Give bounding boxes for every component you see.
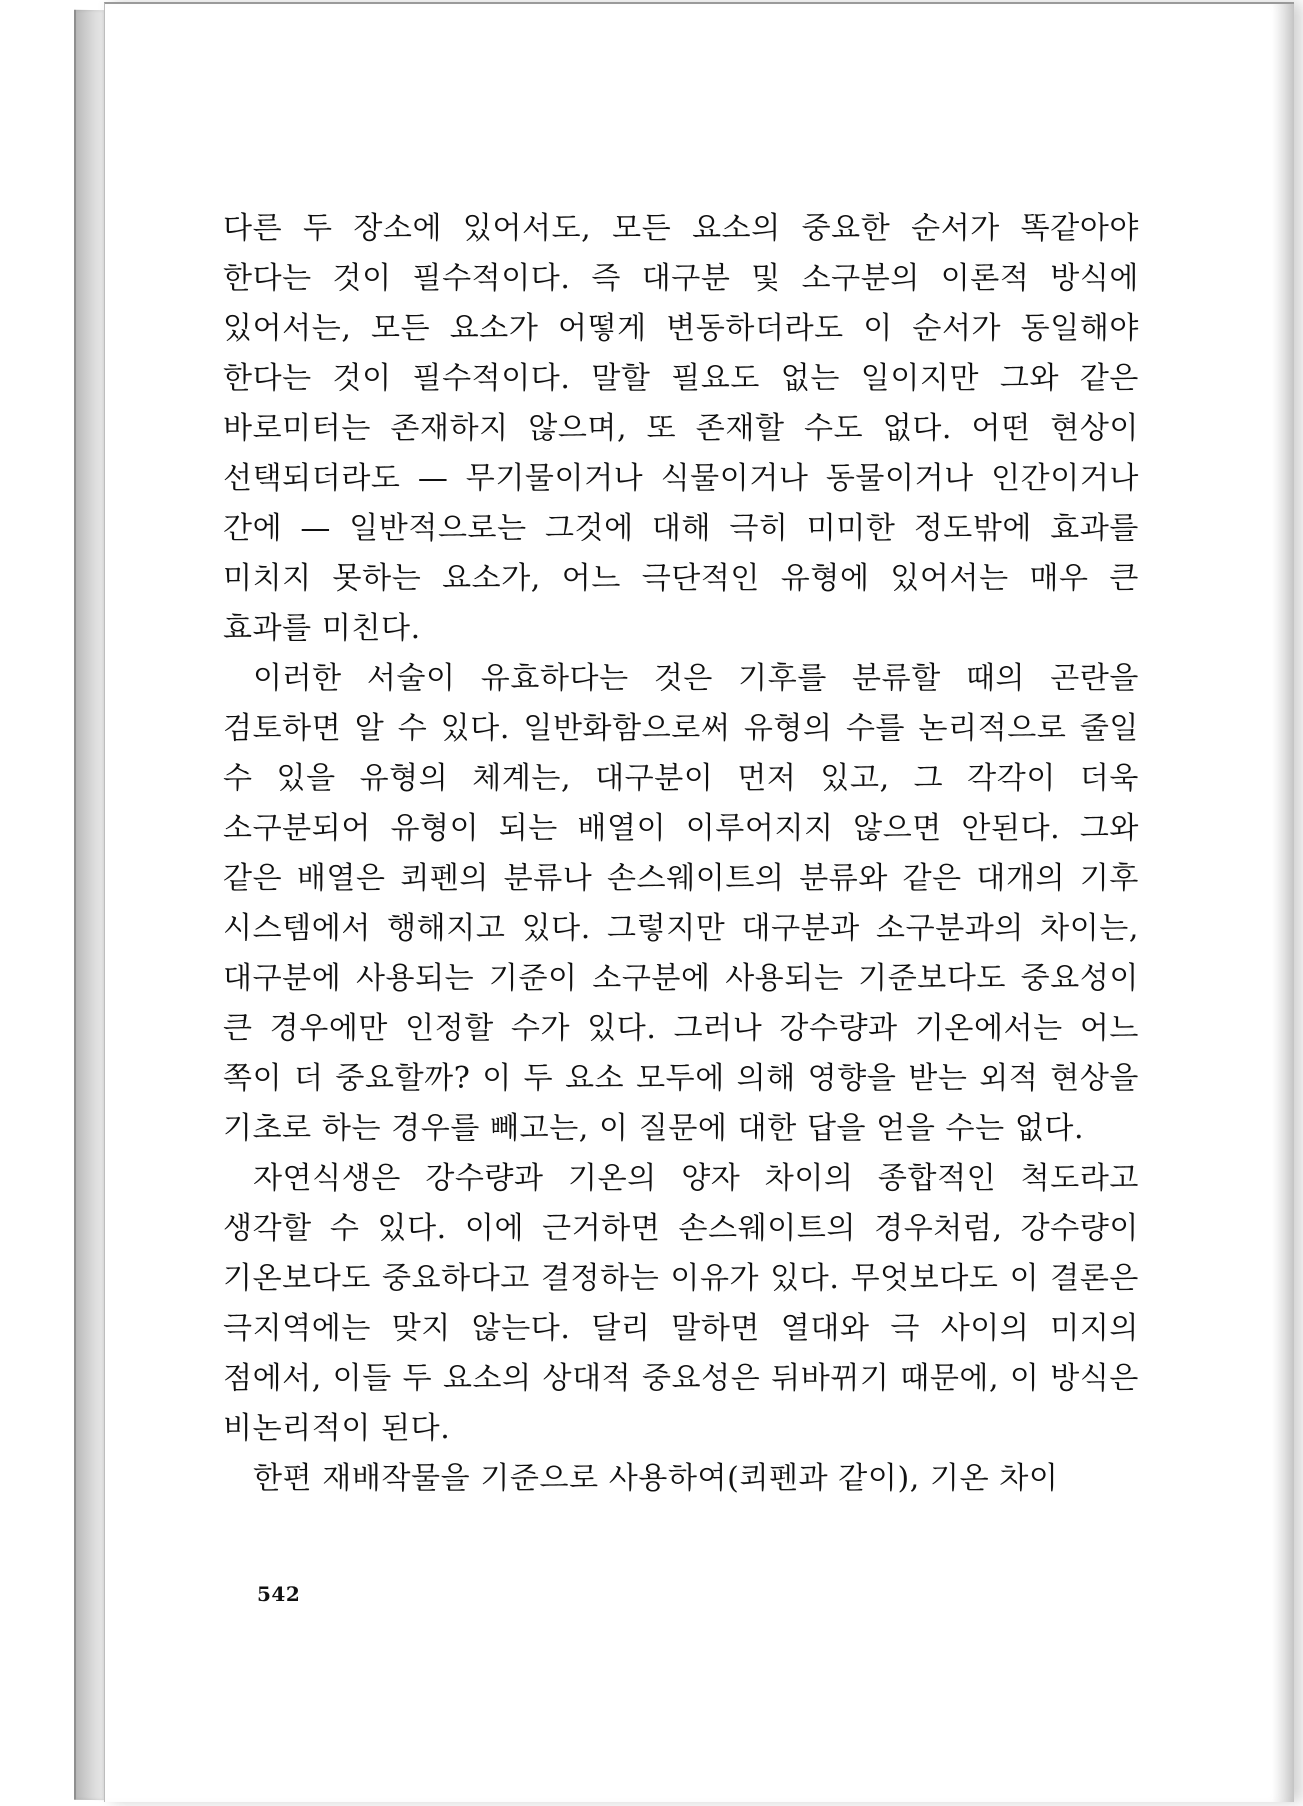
book-page — [104, 2, 1294, 1802]
paragraph-4: 한편 재배작물을 기준으로 사용하여(쾨펜과 같이), 기온 차이 — [253, 1461, 1059, 1496]
page-edge-shadow — [1272, 4, 1294, 1802]
paragraph-2: 이러한 서술이 유효하다는 것은 기후를 분류할 때의 곤란을 검토하면 알 수 있다. 일반화함으로써 유형의 수를 논리적으로 줄일 수 있을 유형의 체계는, 대구분이 먼저 있고, 그 각각이 더욱 소구분되어 유형이 되는 배열이 이루어지지 않으면 안된다. 그와 같은 배열은 쾨펜의 분류나 손스웨이트의 분류와 같은 대개의 기후 시스템에서 행해지고 있다. 그렇지만 대구분과 소구분과의 차이는, 대구분에 사용되는 기준이 소구분에 사용되는 기준보다도 중요성이 큰 경우에만 인정할 수가 있다. 그러나 강수량과 기온에서는 어느 쪽이 더 중요할까? 이 두 요소 모두에 의해 영향을 받는 외적 현상을 기초로 하는 경우를 빼고는, 이 질문에 대한 답을 얻을 수는 없다. — [223, 661, 1139, 1146]
body-text — [223, 204, 1139, 1504]
paragraph-3: 자연식생은 강수량과 기온의 양자 차이의 종합적인 척도라고 생각할 수 있다. 이에 근거하면 손스웨이트의 경우처럼, 강수량이 기온보다도 중요하다고 결정하는 이유가 있다. 무엇보다도 이 결론은 극지역에는 맞지 않는다. 달리 말하면 열대와 극 사이의 미지의 점에서, 이들 두 요소의 상대적 중요성은 뒤바뀌기 때문에, 이 방식은 비논리적이 된다. — [223, 1161, 1139, 1446]
book-spine — [74, 10, 106, 1801]
paragraph-1: 다른 두 장소에 있어서도, 모든 요소의 중요한 순서가 똑같아야 한다는 것이 필수적이다. 즉 대구분 및 소구분의 이론적 방식에 있어서는, 모든 요소가 어떻게 변동하더라도 이 순서가 동일해야 한다는 것이 필수적이다. 말할 필요도 없는 일이지만 그와 같은 바로미터는 존재하지 않으며, 또 존재할 수도 없다. 어떤 현상이 선택되더라도 — 무기물이거나 식물이거나 동물이거나 인간이거나 간에 — 일반적으로는 그것에 대해 극히 미미한 정도밖에 효과를 미치지 못하는 요소가, 어느 극단적인 유형에 있어서는 매우 큰 효과를 미친다. — [223, 211, 1139, 646]
page-number: 542 — [257, 1582, 301, 1606]
